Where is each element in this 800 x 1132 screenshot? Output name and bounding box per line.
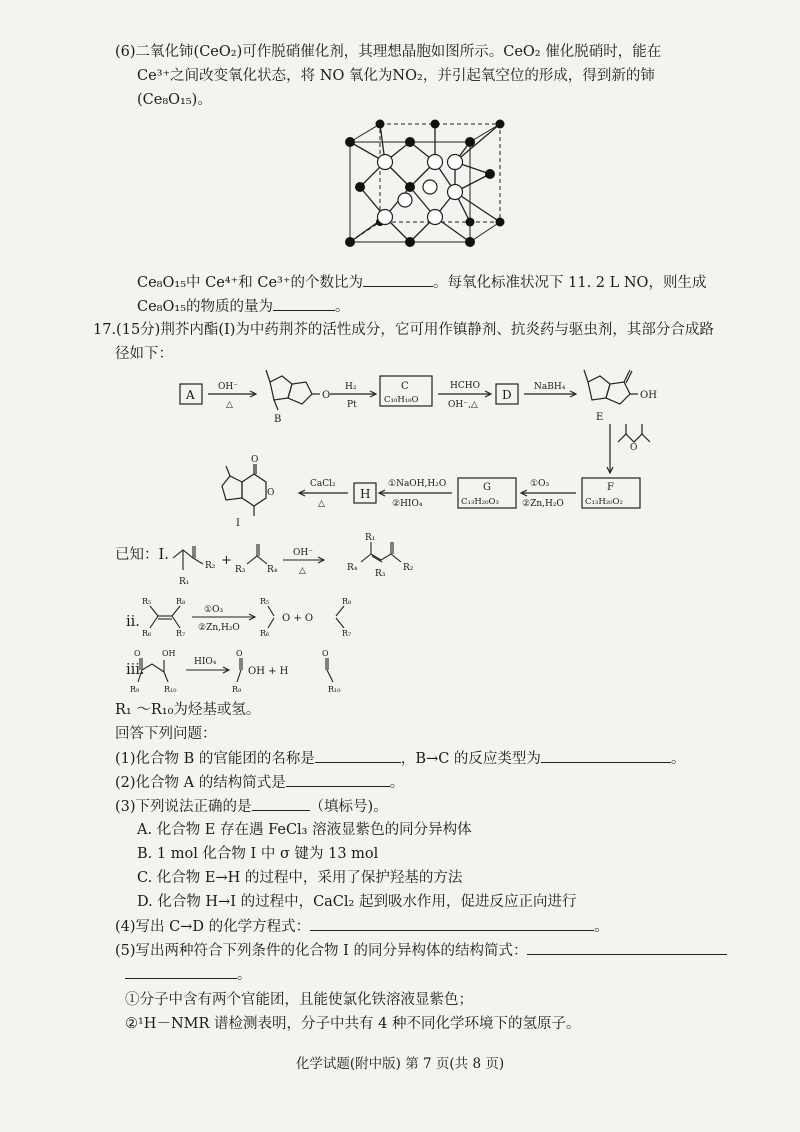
scheme-label-B: B	[274, 414, 282, 425]
option-D: D. 化合物 H→I 的过程中，CaCl₂ 起到吸水作用，促进反应正向进行	[137, 894, 577, 910]
known-i-r1: R₁	[179, 577, 190, 587]
scheme-zn-h2o: ②Zn,H₂O	[522, 499, 564, 509]
option-A: A. 化合物 E 存在遇 FeCl₃ 溶液显紫色的同分异构体	[137, 822, 472, 838]
scheme-naoh: ①NaOH,H₂O	[388, 479, 447, 489]
q17-2-text-b: 。	[389, 775, 405, 791]
scheme-label-I: I	[236, 518, 240, 529]
q17-title-line1: 17.(15分)荆芥内酯(I)为中药荆芥的活性成分，它可用作镇静剂、抗炎药与驱虫剂，其部分合成路	[93, 322, 714, 338]
q6-line2: Ce³⁺之间改变氧化状态，将 NO 氧化为NO₂，并引起氧空位的形成，得到新的铈	[137, 68, 655, 84]
option-C: C. 化合物 E→H 的过程中，采用了保护羟基的方法	[137, 870, 463, 886]
q17-1-text-a: (1)化合物 B 的官能团的名称是	[115, 751, 315, 767]
known-iii-r9: R₉	[130, 685, 140, 694]
known-ii-zn: ②Zn,H₂O	[198, 623, 240, 633]
known-iii-oh: OH	[162, 649, 176, 658]
scheme-label-D: D	[502, 388, 512, 402]
q17-3-text-b: （填标号)。	[309, 799, 388, 815]
q17-5-end: 。	[237, 967, 252, 983]
ceo2-unit-cell-figure	[330, 112, 510, 262]
known-reaction-iii	[128, 644, 368, 698]
scheme-oh-delta-2: OH⁻,△	[448, 400, 478, 410]
scheme-label-A: A	[186, 388, 195, 402]
answer-blank-isomer-2[interactable]	[125, 964, 237, 979]
scheme-hcho: HCHO	[450, 381, 480, 391]
scheme-label-G: G	[483, 482, 491, 493]
known-i-r2: R₂	[205, 561, 216, 571]
q17-1-text-b: ，B→C 的反应类型为	[400, 751, 541, 767]
answer-blank-equation[interactable]	[310, 916, 594, 931]
scheme-anhydride-o: O	[630, 443, 638, 453]
scheme-delta-3: △	[318, 499, 325, 509]
known-ii-r6: R₆	[142, 629, 152, 638]
scheme-I-ring-oxygen: O	[267, 488, 275, 498]
known-ii-prod-r8: R₈	[342, 597, 352, 606]
answer-blank-isomer-1[interactable]	[527, 940, 727, 955]
known-ii-label: ⅱ.	[126, 614, 140, 630]
known-i-plus: +	[221, 553, 232, 568]
known-iii-prod: OH + H	[248, 666, 289, 677]
q6-ask2a: Ce₈O₁₅的物质的量为	[137, 299, 274, 315]
condition-2: ②¹H－NMR 谱检测表明，分子中共有 4 种不同化学环境下的氢原子。	[125, 1016, 581, 1032]
answer-blank-moles[interactable]	[273, 296, 335, 311]
answers-intro: 回答下列问题：	[115, 726, 217, 742]
scheme-pt: Pt	[347, 400, 357, 410]
scheme-h2: H₂	[345, 382, 357, 392]
answer-blank-option[interactable]	[252, 796, 310, 811]
known-reaction-i	[165, 528, 495, 590]
known-iii-label: ⅲ.	[126, 662, 145, 678]
known-i-r3: R₃	[235, 565, 246, 575]
scheme-oh-1: OH⁻	[218, 382, 238, 392]
known-ii-r8: R₈	[176, 597, 186, 606]
q6-line3: (Ce₈O₁₅)。	[137, 92, 212, 108]
scheme-o3: ①O₃	[530, 479, 550, 489]
q6-ask-line2	[137, 296, 350, 317]
scheme-nabh4: NaBH₄	[534, 382, 566, 392]
known-i-oh: OH⁻	[293, 548, 313, 558]
q6-ask1a: Ce₈O₁₅中 Ce⁴⁺和 Ce³⁺的个数比为	[137, 275, 364, 291]
scheme-G-formula: C₁₃H₂₀O₃	[461, 497, 499, 507]
known-iii-r10: R₁₀	[164, 685, 177, 694]
known-iii-prod-r9: R₉	[232, 685, 242, 694]
scheme-E-oh: OH	[640, 390, 657, 401]
known-i-prod-r4: R₄	[347, 563, 358, 573]
q6-ask1b: 。每氧化标准状况下 11. 2 L NO，则生成	[433, 275, 707, 291]
scheme-C-formula: C₁₀H₁₈O	[384, 395, 419, 405]
scheme-cacl2: CaCl₂	[310, 479, 336, 489]
answer-blank-ratio[interactable]	[363, 272, 433, 287]
scheme-I-oxygen: O	[251, 455, 259, 465]
scheme-delta-1: △	[226, 400, 233, 410]
known-i-r4: R₄	[267, 565, 278, 575]
q17-4-text-a: (4)写出 C→D 的化学方程式：	[115, 919, 311, 935]
known-iii-prod-o1: O	[236, 649, 243, 658]
condition-1: ①分子中含有两个官能团，且能使氯化铁溶液显紫色；	[125, 992, 473, 1008]
q17-title-line2: 径如下：	[115, 346, 173, 362]
option-B: B. 1 mol 化合物 I 中 σ 键为 13 mol	[137, 846, 379, 862]
scheme-F-formula: C₁₃H₂₀O₂	[585, 497, 623, 507]
known-ii-r7: R₇	[176, 629, 186, 638]
known-reaction-ii	[140, 592, 380, 644]
q17-3-text-a: (3)下列说法正确的是	[115, 799, 252, 815]
q17-2-text-a: (2)化合物 A 的结构简式是	[115, 775, 286, 791]
known-i-prod-r2: R₂	[403, 563, 414, 573]
known-i-delta: △	[299, 566, 306, 576]
known-iii-hio4: HIO₄	[194, 657, 217, 667]
page-footer: 化学试题(附中版) 第 7 页(共 8 页)	[295, 1056, 505, 1072]
scheme-B-oxygen: O	[322, 390, 331, 401]
q17-5-text: (5)写出两种符合下列条件的化合物 I 的同分异构体的结构简式：	[115, 943, 528, 959]
scheme-label-E: E	[596, 412, 604, 423]
q17-5	[115, 940, 727, 961]
answer-blank-reaction-type[interactable]	[541, 748, 671, 763]
known-ii-prod-r6: R₆	[260, 629, 270, 638]
q17-1	[115, 748, 685, 769]
q17-3	[115, 796, 388, 817]
answer-blank-functional-group[interactable]	[315, 748, 401, 763]
scheme-label-F: F	[607, 482, 614, 493]
scheme-hio4: ②HIO₄	[392, 499, 423, 509]
known-note: R₁ ～R₁₀为烃基或氢。	[115, 702, 261, 718]
synthesis-route-scheme	[170, 362, 660, 532]
known-ii-prod: O + O	[282, 613, 314, 624]
known-ii-prod-r7: R₇	[342, 629, 352, 638]
q17-5-cont	[125, 964, 252, 985]
known-label: 已知：Ⅰ.	[115, 547, 169, 563]
known-iii-prod-r10: R₁₀	[328, 685, 341, 694]
known-ii-o3: ①O₃	[204, 605, 224, 615]
q17-4-text-b: 。	[594, 919, 609, 935]
q17-4	[115, 916, 609, 937]
q6-ask-line1	[137, 272, 706, 293]
known-i-prod-r1: R₁	[365, 533, 376, 543]
q17-2	[115, 772, 404, 793]
q17-1-text-c: 。	[670, 751, 686, 767]
known-iii-prod-o2: O	[322, 649, 329, 658]
known-i-prod-r3: R₃	[375, 569, 386, 579]
known-ii-prod-r5: R₅	[260, 597, 270, 606]
scheme-label-C: C	[401, 381, 409, 392]
q6-line1: (6)二氧化铈(CeO₂)可作脱硝催化剂，其理想晶胞如图所示。CeO₂ 催化脱硝时，能在	[115, 44, 662, 60]
known-ii-r5: R₅	[142, 597, 152, 606]
q6-ask2b: 。	[335, 299, 350, 315]
known-iii-o: O	[134, 649, 141, 658]
answer-blank-structure-A[interactable]	[286, 772, 390, 787]
scheme-label-H: H	[360, 487, 371, 501]
